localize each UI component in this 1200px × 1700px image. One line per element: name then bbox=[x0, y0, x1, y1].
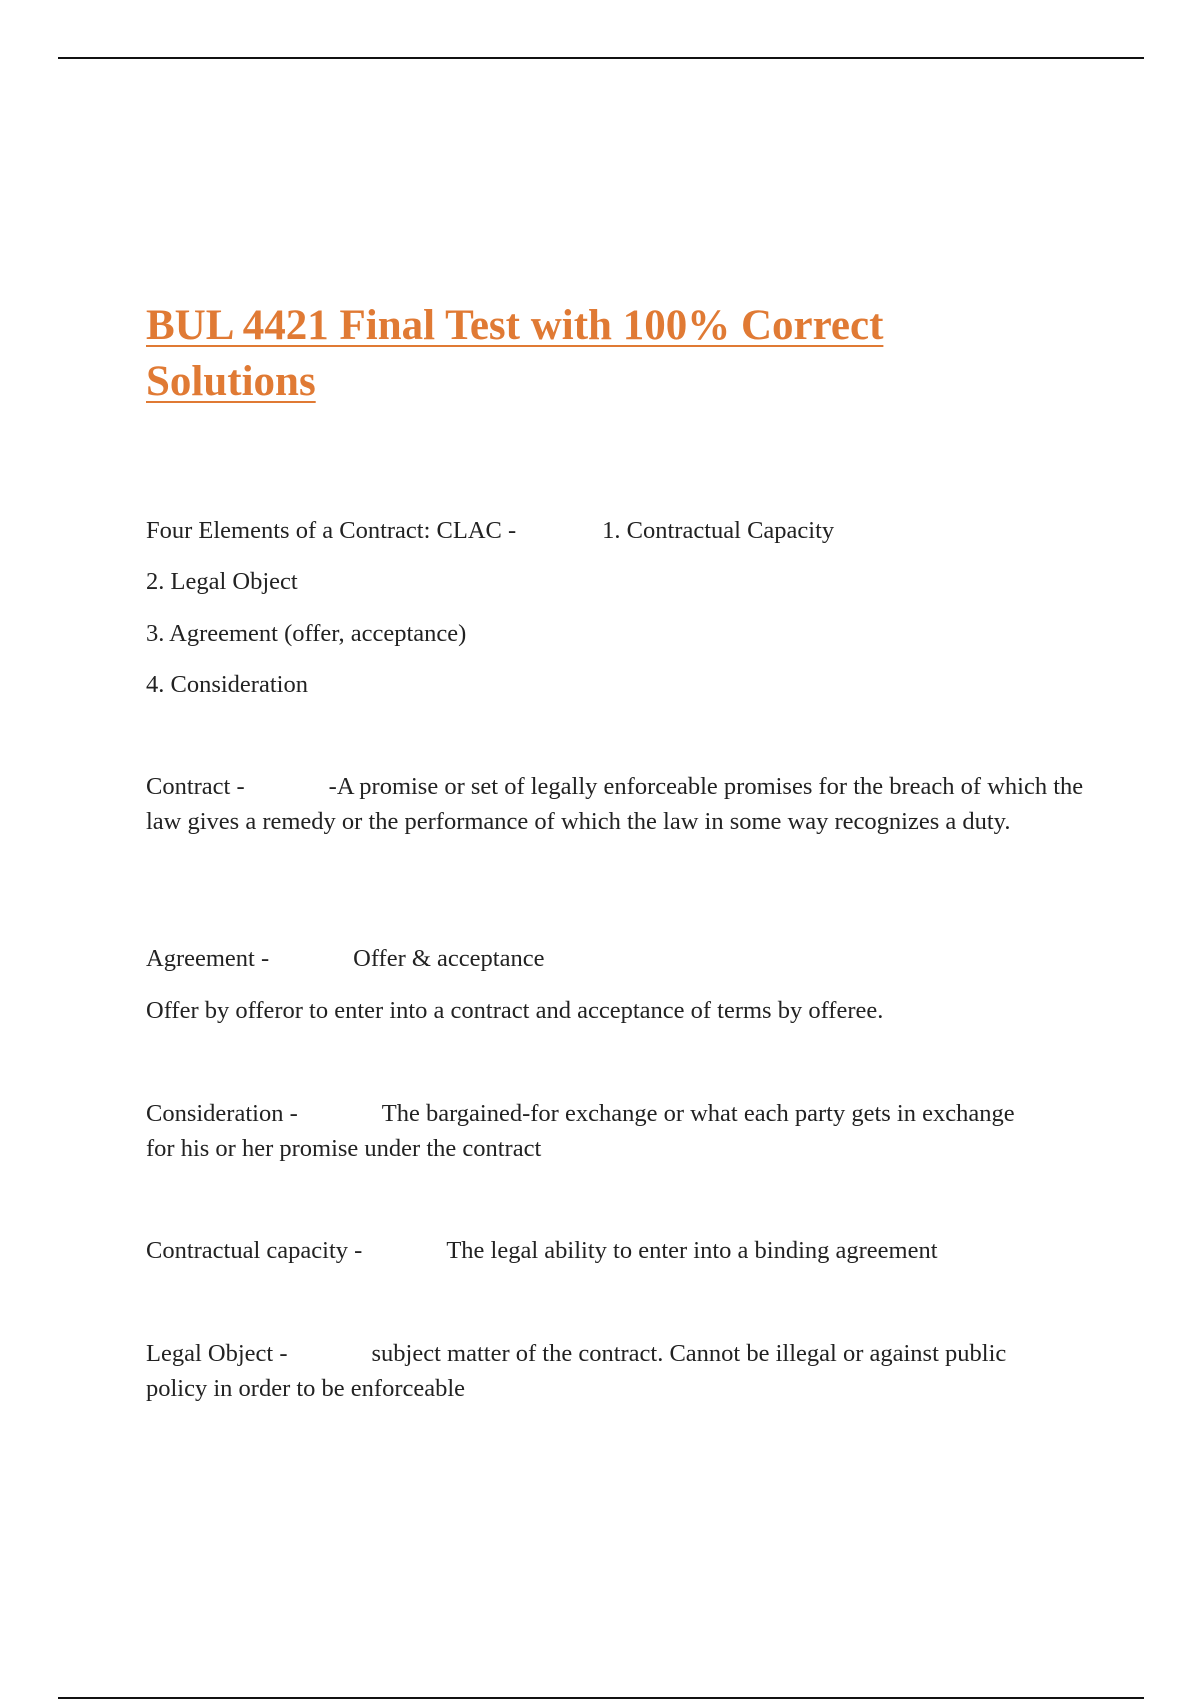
entry-contract bbox=[146, 769, 1091, 839]
entry-legal-object bbox=[146, 1336, 1056, 1406]
entry-extra: Offer by offeror to enter into a contract and acceptance of terms by offeree. bbox=[146, 997, 884, 1024]
entry-definition: Offer & acceptance bbox=[353, 945, 545, 972]
entry-term: Agreement - bbox=[146, 945, 270, 972]
entry-definition: 1. Contractual Capacity bbox=[602, 517, 835, 544]
top-rule bbox=[58, 57, 1144, 59]
entry-term: Contract - bbox=[146, 773, 245, 800]
entry-definition: -A promise or set of legally enforceable promises for the breach of which the law gives a remedy or the performance of which the law in some way recognizes a duty. bbox=[146, 773, 1084, 835]
list-item: 4. Consideration bbox=[146, 671, 308, 698]
entry-term: Consideration - bbox=[146, 1100, 298, 1127]
entry-definition: subject matter of the contract. Cannot be illegal or against public policy in order to be enforceable bbox=[146, 1340, 1007, 1402]
list-item: 2. Legal Object bbox=[146, 568, 298, 595]
entry-consideration bbox=[146, 1096, 1036, 1166]
entry-definition: The legal ability to enter into a binding agreement bbox=[446, 1237, 938, 1264]
entry-four-elements bbox=[146, 513, 1096, 702]
title-line-2: Solutions bbox=[146, 358, 316, 405]
entry-contractual-capacity bbox=[146, 1233, 1096, 1268]
title-line-1: BUL 4421 Final Test with 100% Correct bbox=[146, 302, 884, 349]
list-item: 3. Agreement (offer, acceptance) bbox=[146, 620, 467, 647]
entry-term: Legal Object - bbox=[146, 1340, 288, 1367]
entry-definition: The bargained-for exchange or what each party gets in exchange for his or her promise under the contract bbox=[146, 1100, 1015, 1162]
entry-term: Four Elements of a Contract: CLAC - bbox=[146, 517, 517, 544]
entry-agreement bbox=[146, 941, 1096, 1028]
bottom-rule bbox=[58, 1697, 1144, 1699]
entry-term: Contractual capacity - bbox=[146, 1237, 363, 1264]
document-title bbox=[146, 298, 1046, 410]
